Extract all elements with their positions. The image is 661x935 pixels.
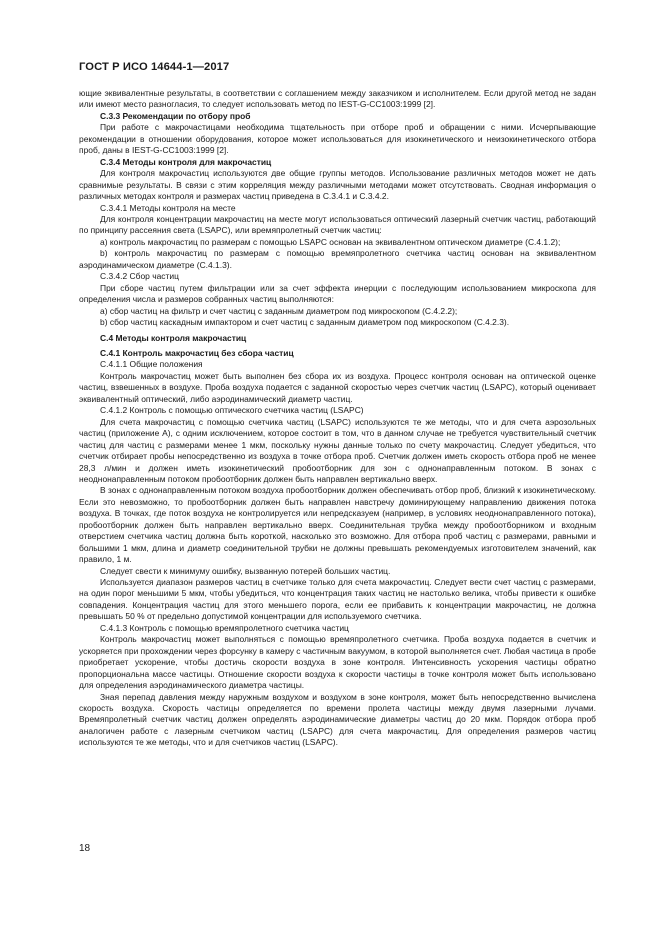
subsection-heading: С.3.4.2 Сбор частиц xyxy=(100,271,179,282)
section-heading: С.4.1 Контроль макрочастиц без сбора частиц xyxy=(100,347,294,358)
page-number: 18 xyxy=(79,843,91,854)
subsection-heading: С.4.1.3 Контроль с помощью времяпролетного счетчика частиц xyxy=(100,622,349,633)
paragraph: Зная перепад давления между наружным воздухом и воздухом в зоне контроля, может быть непосредственно вычислена скорость воздуха. Скорость частицы определяется по времени пролета частицы между двумя лазерными лучами. Времяпролетный счетчик частиц должен определять аэродинамические диаметры частиц до 20 мкм. Порядок отбора проб аналогичен работе с лазерным счетчиком частиц (LSAPC) для счета макрочастиц. Для определения размеров частиц используются те же методы, что и для счетчиков частиц (LSAPC). xyxy=(79,691,596,748)
page-header: ГОСТ Р ИСО 14644-1—2017 xyxy=(79,61,230,73)
paragraph: В зонах с однонаправленным потоком воздуха пробоотборник должен обеспечивать отбор проб, близкий к изокинетическому. Если это невозможно, то пробоотборник должен быть направлен навстречу доминирующему направлению движения потока воздуха. В точках, где поток воздуха не контролируется или непредсказуем (например, в условиях неоднонаправленного потока), пробоотборник должен быть направлен вертикально вверх. Соединительная трубка между пробоотборником и входным отверстием счетчика частиц должна быть короткой, насколько это возможно. Для отбора проб частиц с размерами, равными и большими 1 мкм, длина и диаметр соединительной трубки не должны превышать рекомендуемых изготовителем значений, как правило, 1 м. xyxy=(79,485,596,565)
section-heading: С.3.4 Методы контроля для макрочастиц xyxy=(100,156,272,167)
section-heading: С.3.3 Рекомендации по отбору проб xyxy=(100,110,251,121)
paragraph: Для контроля макрочастиц используются две общие группы методов. Использование различных методов может не дать сравнимые результаты. В связи с этим корреляция между различными методами может отсутствовать. Сводная информация о различных методах контроля и размерах частиц приведена в С.3.4.1 и С.3.4.2. xyxy=(79,168,596,202)
paragraph: Следует свести к минимуму ошибку, вызванную потерей больших частиц. xyxy=(100,565,391,576)
subsection-heading: С.4.1.1 Общие положения xyxy=(100,359,203,370)
section-heading: С.4 Методы контроля макрочастиц xyxy=(100,332,247,343)
paragraph: Используется диапазон размеров частиц в счетчике только для счета макрочастиц. Следует вести счет частиц с размерами, на один порог меньшими 5 мкм, чтобы убедиться, что концентрация таких частиц не настолько велика, чтобы привести к ошибке совпадения. Концентрация частиц для этого меньшего порога, если ее прибавить к концентрации макрочастиц, не должна превышать 50 % от предельно допустимой концентрации для используемого счетчика. xyxy=(79,577,596,622)
subsection-heading: С.3.4.1 Методы контроля на месте xyxy=(100,202,236,213)
paragraph: a) сбор частиц на фильтр и счет частиц с заданным диаметром под микроскопом (С.4.2.2); xyxy=(100,305,458,316)
paragraph: Контроль макрочастиц может выполняться с помощью времяпролетного счетчика. Проба воздуха подается в счетчик и ускоряется при прохождении через форсунку в камеру с частичным вакуумом, в которой выполняется счет. Любая частица в пробе приобретает ускорение, чтобы достичь скорости воздуха в зоне контроля. Интенсивность ускорения частицы обратно пропорциональна массе частицы. Отношение скорости воздуха к скорости частицы в точке контроля может быть использовано для определения аэродинамического диаметра частицы. xyxy=(79,634,596,691)
paragraph: ющие эквивалентные результаты, в соответствии с соглашением между заказчиком и исполнителем. Если другой метод не задан или имеют место разногласия, то следует использовать метод по IEST-G-CC1003:1999 [2]. xyxy=(79,88,596,110)
paragraph: b) контроль макрочастиц по размерам с помощью времяпролетного счетчика частиц основан на эквивалентном аэродинамическом диаметре (С.4.1.3). xyxy=(79,248,596,270)
subsection-heading: С.4.1.2 Контроль с помощью оптического счетчика частиц (LSAPC) xyxy=(100,405,364,416)
paragraph: Для счета макрочастиц с помощью счетчика частиц (LSAPC) используются те же методы, что и для счета аэрозольных частиц (приложение А), с одним исключением, которое состоит в том, что в данном случае не требуется чувствительный счетчик частиц для частиц с размерами менее 1 мкм, поскольку нужны данные только по счету макрочастиц. Следует убедиться, что счетчик отбирает пробы непосредственно из воздуха в точке отбора проб. Счетчик должен иметь скорость отбора проб не менее 28,3 л/мин и должен иметь изокинетический пробоотборник для зон с однонаправленным потоком. В зонах с неоднонаправленным потоком пробоотборник должен быть направлен вертикально вверх. xyxy=(79,416,596,484)
paragraph: a) контроль макрочастиц по размерам с помощью LSAPC основан на эквивалентном оптическом диаметре (С.4.1.2); xyxy=(100,236,561,247)
paragraph: Для контроля концентрации макрочастиц на месте могут использоваться оптический лазерный счетчик частиц, работающий по принципу рассеяния света (LSAPC), или времяпролетный счетчик частиц: xyxy=(79,213,596,236)
paragraph: b) сбор частиц каскадным импактором и счет частиц с заданным диаметром под микроскопом (С.4.2.3). xyxy=(100,317,510,328)
paragraph: При сборе частиц путем фильтрации или за счет эффекта инерции с последующим использованием микроскопа для определения числа и размеров собранных частиц выполняются: xyxy=(79,282,596,305)
paragraph: Контроль макрочастиц может быть выполнен без сбора их из воздуха. Процесс контроля основан на оптической оценке частиц, взвешенных в воздухе. Проба воздуха подается с заданной скоростью через счетчик частиц (LSAPC), который оценивает эквивалентный оптический, либо аэродинамический диаметр частиц. xyxy=(79,370,596,404)
paragraph: При работе с макрочастицами необходима тщательность при отборе проб и обращении с ними. Исчерпывающие рекомендации в отношении оборудования, которое может использоваться для изокинетического и неизокинетического отбора проб, даны в IEST-G-CC1003:1999 [2]. xyxy=(79,122,596,156)
document-body xyxy=(79,88,596,749)
